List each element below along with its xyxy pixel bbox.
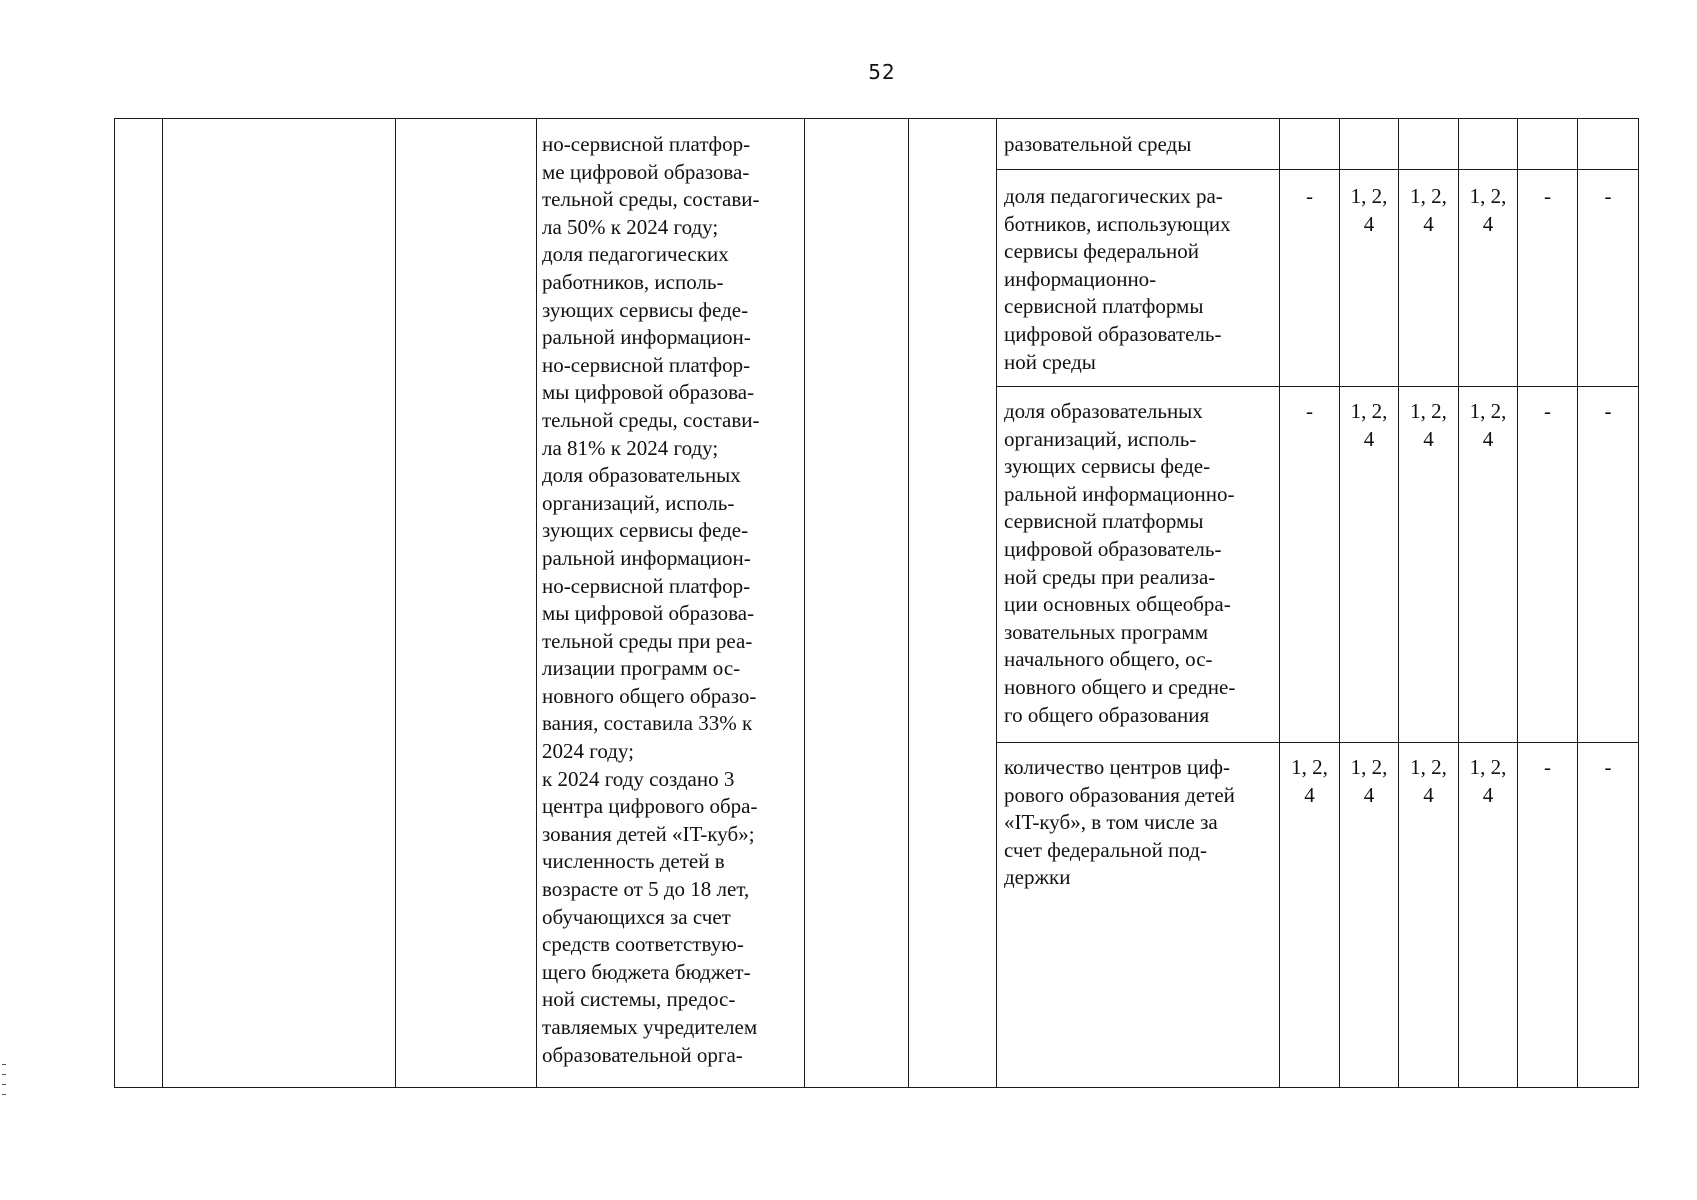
col-border-2 xyxy=(162,118,163,1088)
value-cell: - xyxy=(1604,184,1612,208)
page-number: 52 xyxy=(868,60,896,84)
value-cell: - xyxy=(1604,399,1612,423)
col-border-3 xyxy=(395,118,396,1088)
value-cell: 1, 2, 4 xyxy=(1410,399,1447,451)
col-border-7 xyxy=(996,118,997,1088)
col-border-13 xyxy=(1577,118,1578,1088)
row-separator-3 xyxy=(996,742,1639,743)
value-cell: 1, 2, 4 xyxy=(1350,399,1388,451)
col-border-4 xyxy=(536,118,537,1088)
value-cell: - xyxy=(1604,755,1612,779)
col-border-8 xyxy=(1279,118,1280,1088)
value-cell: 1, 2, 4 xyxy=(1291,755,1328,807)
indicator-cell: доля педагогических ра- ботников, использующих сервисы федеральной информационно- сервисной платформы цифровой образователь- ной среды xyxy=(1004,184,1231,374)
indicator-cell: количество центров циф- рового образования детей «IT-куб», в том числе за счет федеральной под- держки xyxy=(1004,755,1235,890)
table-top-border xyxy=(114,118,1639,119)
col-border-5 xyxy=(804,118,805,1088)
value-cell: 1, 2, 4 xyxy=(1410,184,1447,236)
value-cell: - xyxy=(1544,399,1551,423)
value-cell: 1, 2, 4 xyxy=(1469,399,1507,451)
scan-edge-mark xyxy=(2,1064,6,1065)
indicator-cell: разовательной среды xyxy=(1004,132,1192,156)
value-cell: - xyxy=(1544,755,1551,779)
row-separator-1 xyxy=(996,169,1639,170)
scan-edge-mark xyxy=(2,1094,6,1095)
scan-edge-mark xyxy=(2,1084,6,1085)
col-border-11 xyxy=(1458,118,1459,1088)
col-border-6 xyxy=(908,118,909,1088)
value-cell: 1, 2, 4 xyxy=(1350,184,1388,236)
col-border-10 xyxy=(1398,118,1399,1088)
col-border-14 xyxy=(1638,118,1639,1088)
value-cell: - xyxy=(1544,184,1551,208)
value-cell: - xyxy=(1306,184,1313,208)
indicator-cell: доля образовательных организаций, исполь- зующих сервисы феде- ральной информационно- сервисной платформы цифровой образователь- ной среды при реализа- ции основных общеобра- зовательных программ начального общего, ос- новного общего и средне- го общего образования xyxy=(1004,399,1236,727)
value-cell: 1, 2, 4 xyxy=(1469,184,1507,236)
col-border-1 xyxy=(114,118,115,1088)
scan-edge-mark xyxy=(2,1074,6,1075)
col-border-12 xyxy=(1517,118,1518,1088)
table-bottom-border xyxy=(114,1087,1639,1088)
value-cell: 1, 2, 4 xyxy=(1469,755,1507,807)
value-cell: - xyxy=(1306,399,1313,423)
col-border-9 xyxy=(1339,118,1340,1088)
value-cell: 1, 2, 4 xyxy=(1350,755,1388,807)
row-separator-2 xyxy=(996,386,1639,387)
value-cell: 1, 2, 4 xyxy=(1410,755,1447,807)
expected-results-text: но-сервисной платфор- ме цифровой образова- тельной среды, состави- ла 50% к 2024 году; доля педагогических работников, исполь- зующих сервисы феде- ральной информацион- но-сервисной платфор- мы цифровой образова- тельной среды, состави- ла 81% к 2024 году; доля образовательных организаций, исполь- зующих сервисы феде- ральной информацион- но-сервисной платфор- мы цифровой образова- тельной среды при реа- лизации программ ос- новного общего образо- вания, составила 33% к 2024 году; к 2024 году создано 3 центра цифрового обра- зования детей «IT-куб»; численность детей в возрасте от 5 до 18 лет, обучающихся за счет средств соответствую- щего бюджета бюджет- ной системы, предос- тавляемых учредителем образовательной орга- xyxy=(542,132,760,1067)
